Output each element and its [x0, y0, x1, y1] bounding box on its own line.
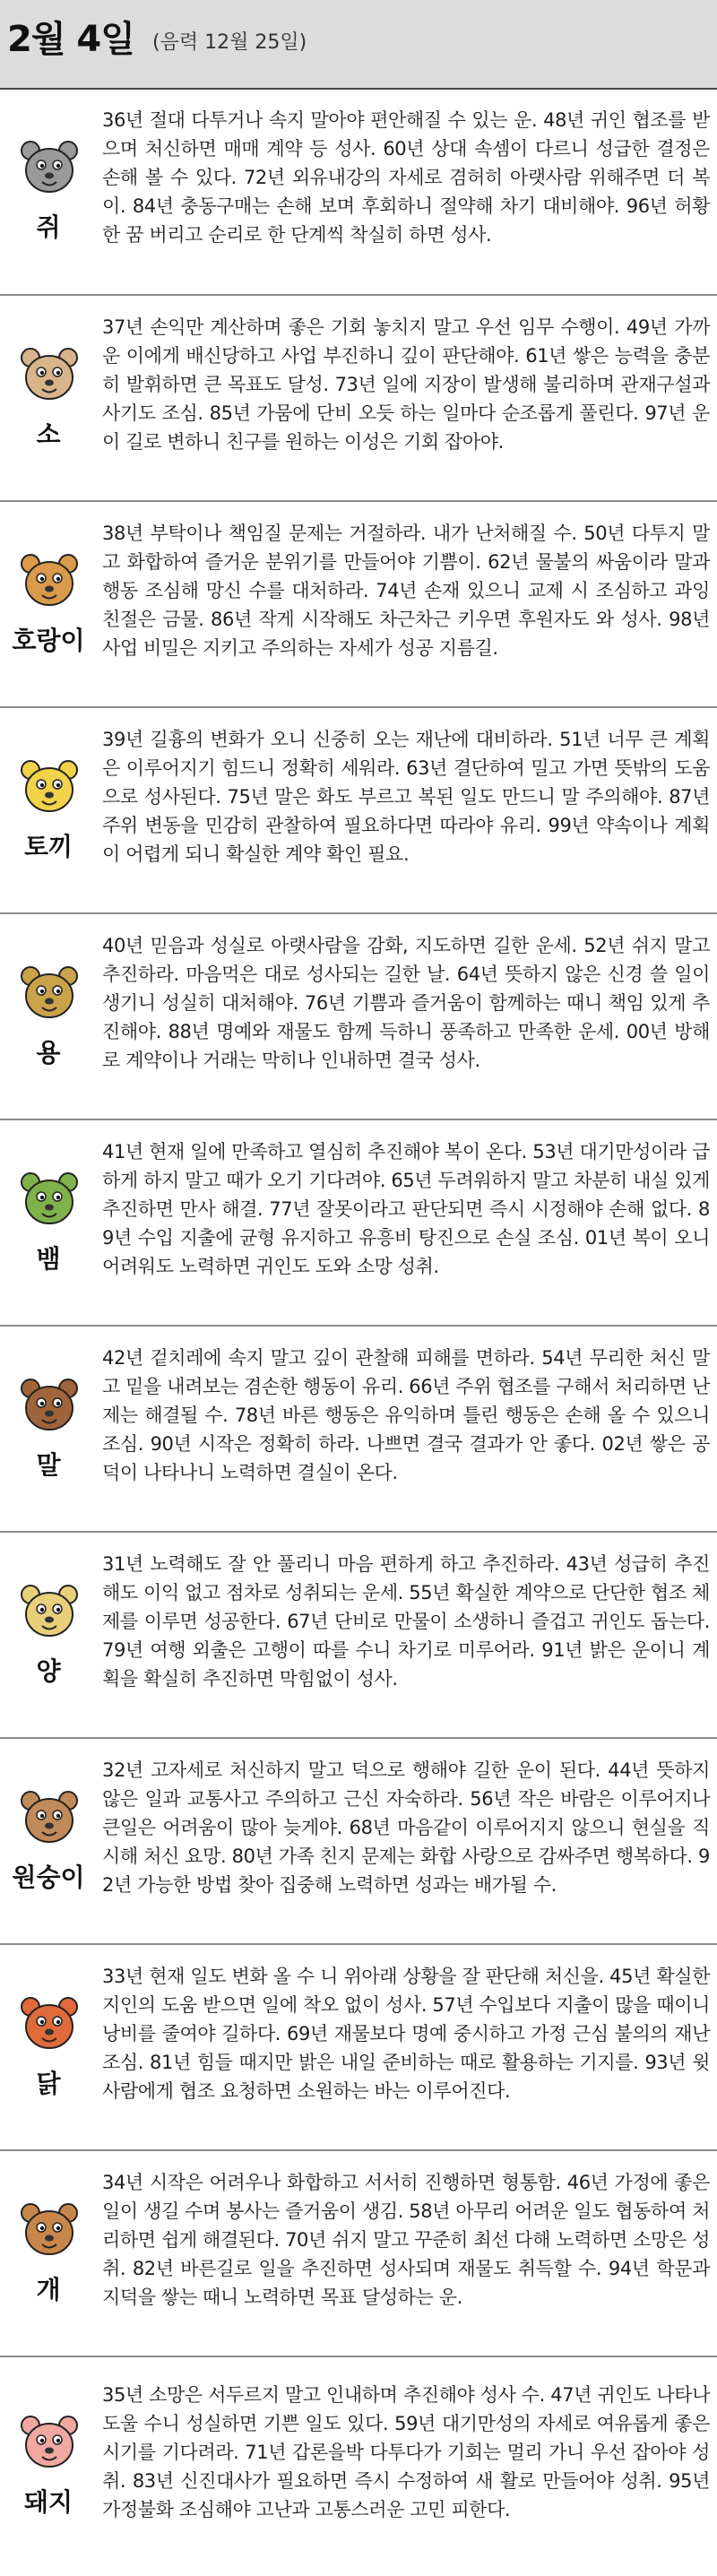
horoscope-row [0, 1327, 717, 1533]
horoscope-row [0, 2357, 717, 2576]
header-bar [0, 0, 717, 90]
animal-name: 닭 [36, 2069, 61, 2098]
animal-cell [0, 708, 97, 912]
rooster-icon [18, 1993, 81, 2055]
animal-name: 뱀 [36, 1244, 61, 1274]
animal-name: 말 [36, 1450, 61, 1480]
animal-cell [0, 1533, 97, 1737]
animal-cell [0, 296, 97, 500]
fortune-text: 31년 노력해도 잘 안 풀리니 마음 편하게 하고 추진하라. 43년 성급히 추진해도 이익 없고 점차로 성취되는 운세. 55년 확실한 계약으로 단단한 협조 체제를 이루면 성공한다. 67년 단비로 만물이 소생하니 즐겁고 귀인도 돕는다. 79년 여행 외출은 고행이 따를 수니 차기로 미루어라. 91년 밝은 운이니 계획을 확실히 추진하면 막힘없이 성사. [102, 1553, 710, 1690]
animal-name: 쥐 [36, 212, 61, 242]
animal-name: 용 [36, 1038, 61, 1068]
monkey-icon [18, 1786, 81, 1849]
animal-cell [0, 1327, 97, 1531]
horoscope-row [0, 708, 717, 914]
lunar-date: (음력 12월 25일) [152, 31, 307, 54]
animal-cell [0, 2357, 97, 2576]
horoscope-row [0, 502, 717, 708]
fortune-text: 41년 현재 일에 만족하고 열심히 추진해야 복이 온다. 53년 대기만성이라 급하게 하지 말고 때가 오기 기다려야. 65년 두려워하지 말고 차분히 내실 있게 추진하면 만사 해결. 77년 잘못이라고 판단되면 즉시 시정해야 손해 없다. 89년 수입 지출에 균형 유지하고 유흥비 탕진으로 손실 조심. 01년 복이 오니 어려워도 노력하면 귀인도 도와 소망 성취. [102, 1141, 710, 1277]
fortune-text: 42년 겉치레에 속지 말고 깊이 관찰해 피해를 면하라. 54년 무리한 처신 말고 밑을 내려보는 겸손한 행동이 유리. 66년 주위 협조를 구해서 처리하면 난제는 해결될 수. 78년 바른 행동은 유익하며 틀린 행동은 손해 올 수 있으니 조심. 90년 시작은 정확히 하라. 나쁘면 결국 결과가 안 좋다. 02년 쌓은 공덕이 나타나니 노력하면 결실이 온다. [102, 1347, 710, 1483]
horoscope-row [0, 2151, 717, 2357]
horse-icon [18, 1374, 81, 1437]
animal-name: 원숭이 [12, 1863, 85, 1892]
horoscope-row [0, 1533, 717, 1739]
animal-name: 개 [36, 2275, 61, 2304]
horoscope-row [0, 1739, 717, 1945]
animal-cell [0, 1120, 97, 1325]
rat-icon [18, 136, 81, 199]
animal-cell [0, 914, 97, 1119]
animal-name: 토끼 [23, 832, 73, 861]
horoscope-row [0, 1945, 717, 2151]
dragon-icon [18, 962, 81, 1024]
snake-icon [18, 1168, 81, 1231]
date-title: 2월 4일 [7, 19, 134, 60]
fortune-text: 33년 현재 일도 변화 올 수 니 위아래 상황을 잘 판단해 처신을. 45년 확실한 지인의 도움 받으면 일에 착오 없이 성사. 57년 수입보다 지출이 많을 때이니 낭비를 줄여야 길하다. 69년 재물보다 명예 중시하고 가정 근심 불의의 재난 조심. 81년 힘들 때지만 밝은 내일 준비하는 때로 활용하는 기지를. 93년 윗사람에게 협조 요청하면 소원하는 바는 이루어진다. [102, 1966, 710, 2102]
animal-cell [0, 1945, 97, 2149]
rabbit-icon [18, 756, 81, 818]
ox-icon [18, 343, 81, 406]
horoscope-row [0, 296, 717, 502]
sheep-icon [18, 1580, 81, 1643]
animal-name: 돼지 [23, 2487, 73, 2517]
animal-name: 소 [36, 419, 61, 449]
pig-icon [18, 2411, 81, 2474]
animal-cell [0, 2151, 97, 2356]
horoscope-row [0, 1120, 717, 1327]
fortune-text: 35년 소망은 서두르지 말고 인내하며 추진해야 성사 수. 47년 귀인도 나타나 도울 수니 성실하면 기쁜 일도 있다. 59년 대기만성의 자세로 여유롭게 좋은 시기를 기다려라. 71년 갑론을박 다투다가 기회는 멀리 가니 우선 잡아야 성취. 83년 신진대사가 필요하면 즉시 수정하여 새 활로 만들어야 성취. 95년 가정불화 조심해야 고난과 고통스러운 고민 피한다. [102, 2384, 710, 2520]
fortune-text: 40년 믿음과 성실로 아랫사람을 감화, 지도하면 길한 운세. 52년 쉬지 말고 추진하라. 마음먹은 대로 성사되는 길한 날. 64년 뜻하지 않은 신경 쓸 일이 생기니 성실히 대처해야. 76년 기쁨과 즐거움이 함께하는 때니 책임 있게 추진해야. 88년 명예와 재물도 함께 득하니 풍족하고 만족한 운세. 00년 방해로 계약이나 거래는 막히나 인내하면 결국 성사. [102, 935, 710, 1071]
animal-cell [0, 88, 97, 294]
animal-cell [0, 1739, 97, 1943]
dog-icon [18, 2199, 81, 2261]
animal-name: 양 [36, 1656, 61, 1686]
fortune-text: 32년 고자세로 처신하지 말고 덕으로 행해야 길한 운이 된다. 44년 뜻하지 않은 일과 교통사고 주의하고 근신 자숙하라. 56년 작은 바람은 이루어지나 큰일은 어려움이 많아 늦게야. 68년 마음같이 이루어지지 않으니 현실을 직시해 처신 요망. 80년 가족 친지 문제는 화합 사랑으로 감싸주면 행복하다. 92년 가능한 방법 찾아 집중해 노력하면 성과는 배가될 수. [102, 1759, 710, 1896]
fortune-text: 39년 길흉의 변화가 오니 신중히 오는 재난에 대비하라. 51년 너무 큰 계획은 이루어지기 힘드니 정확히 세워라. 63년 결단하여 밀고 가면 뜻밖의 도움으로 성사된다. 75년 말은 화도 부르고 복된 일도 만드니 말 주의해야. 87년 주위 변동을 민감히 관찰하여 필요하다면 따라야 유리. 99년 약속이나 계획이 어렵게 되니 확실한 계약 확인 필요. [102, 729, 710, 865]
animal-name: 호랑이 [12, 626, 85, 655]
animal-cell [0, 502, 97, 706]
tiger-icon [18, 549, 81, 612]
horoscope-row [0, 88, 717, 296]
fortune-text: 37년 손익만 계산하며 좋은 기회 놓치지 말고 우선 임무 수행이. 49년 가까운 이에게 배신당하고 사업 부진하니 깊이 판단해야. 61년 쌓은 능력을 충분히 발휘하면 큰 목표도 달성. 73년 일에 지장이 발생해 불리하며 관재구설과 사기도 조심. 85년 가뭄에 단비 오듯 하는 일마다 순조롭게 풀린다. 97년 운이 길로 변하니 친구를 원하는 이성은 기회 잡아야. [102, 316, 710, 453]
fortune-text: 38년 부탁이나 책임질 문제는 거절하라. 내가 난처해질 수. 50년 다투지 말고 화합하여 즐거운 분위기를 만들어야 기쁨이. 62년 물불의 싸움이라 말과 행동 조심해 망신 수를 대처하라. 74년 손재 있으니 교제 시 조심하고 과잉 친절은 금물. 86년 작게 시작해도 차근차근 키우면 후원자도 와 성사. 98년 사업 비밀은 지키고 주의하는 자세가 성공 지름길. [102, 523, 710, 659]
fortune-text: 34년 시작은 어려우나 화합하고 서서히 진행하면 형통함. 46년 가정에 좋은 일이 생길 수며 봉사는 즐거움이 생김. 58년 아무리 어려운 일도 협동하여 처리하면 쉽게 해결된다. 70년 쉬지 말고 꾸준히 최선 다해 노력하면 소망은 성취. 82년 바른길로 일을 추진하면 성사되며 재물도 취득할 수. 94년 학문과 지덕을 쌓는 때니 노력하면 목표 달성하는 운. [102, 2172, 710, 2308]
horoscope-row [0, 914, 717, 1120]
fortune-text: 36년 절대 다투거나 속지 말아야 편안해질 수 있는 운. 48년 귀인 협조를 받으며 처신하면 매매 계약 등 성사. 60년 상대 속셈이 다르니 성급한 결정은 손해 볼 수 있다. 72년 외유내강의 자세로 겸허히 아랫사람 위해주면 더 복이. 84년 충동구매는 손해 보며 후회하니 절약해 차기 대비해야. 96년 허황한 꿈 버리고 순리로 한 단계씩 착실히 하면 성사. [102, 109, 710, 246]
